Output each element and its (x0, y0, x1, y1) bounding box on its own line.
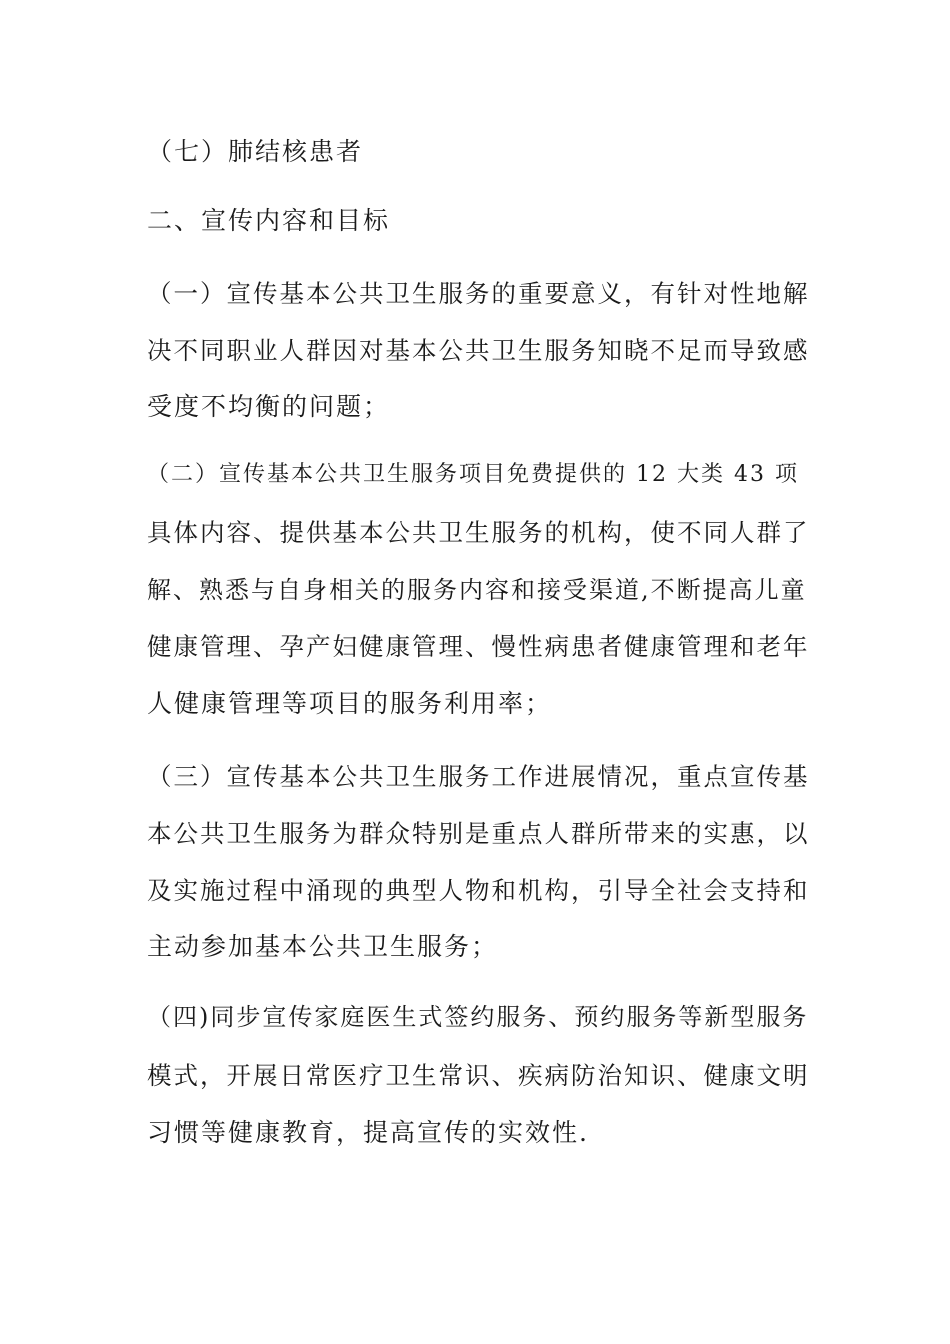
text-line: （三）宣传基本公共卫生服务工作进展情况，重点宣传基 (147, 762, 810, 791)
text-line: （二）宣传基本公共卫生服务项目免费提供的 12 大类 43 项 (147, 462, 799, 487)
text-line: 健康管理、孕产妇健康管理、慢性病患者健康管理和老年 (147, 632, 810, 661)
text-line: 决不同职业人群因对基本公共卫生服务知晓不足而导致感 (147, 336, 810, 365)
text-line: 人健康管理等项目的服务利用率； (147, 689, 553, 718)
text-line: 本公共卫生服务为群众特别是重点人群所带来的实惠，以 (147, 819, 810, 848)
text-line: 具体内容、提供基本公共卫生服务的机构，使不同人群了 (147, 518, 810, 547)
text-line: （四)同步宣传家庭医生式签约服务、预约服务等新型服务 (147, 1003, 809, 1031)
text-line: （一）宣传基本公共卫生服务的重要意义，有针对性地解 (147, 279, 810, 308)
text-line: 习惯等健康教育，提高宣传的实效性. (147, 1118, 589, 1147)
text-line: （七）肺结核患者 (147, 137, 364, 166)
text-line: 主动参加基本公共卫生服务； (147, 932, 499, 961)
text-line: 受度不均衡的问题； (147, 392, 391, 421)
section-heading: 二、宣传内容和目标 (147, 206, 391, 235)
text-line: 及实施过程中涌现的典型人物和机构，引导全社会支持和 (147, 876, 810, 905)
text-line: 模式，开展日常医疗卫生常识、疾病防治知识、健康文明 (147, 1061, 810, 1090)
text-line: 解、熟悉与自身相关的服务内容和接受渠道,不断提高儿童 (147, 576, 807, 604)
